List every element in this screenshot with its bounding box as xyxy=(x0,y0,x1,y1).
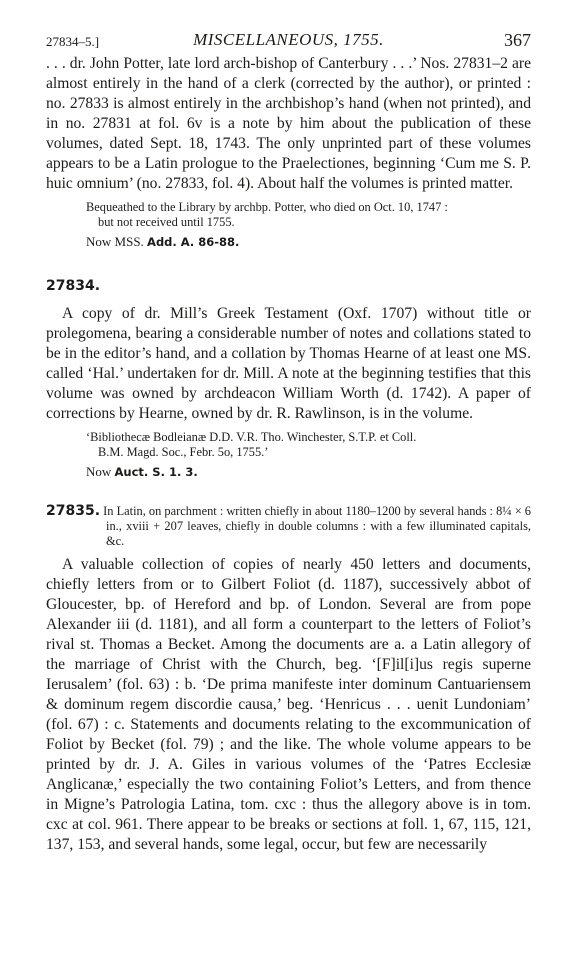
entry-number: 27834. xyxy=(46,278,101,294)
entry-paragraph: A copy of dr. Mill’s Greek Testament (Oxf. 1707) without title or prolegomena, bearing a considerable number of notes and collations stated to be in the editor’s hand, and a collation by Thomas Hearne of at least one MS. called ‘Hal.’ undertaken for dr. Mill. A note at the beginning testifies that this volume was owned by archdeacon William Worth (d. 1742). A paper of corrections by Hearne, owned by dr. R. Rawlinson, is in the volume. xyxy=(46,305,531,422)
page-number: 367 xyxy=(504,30,531,50)
entry-heading xyxy=(46,504,531,549)
continuation-paragraph: . . . dr. John Potter, late lord arch-bishop of Canterbury . . .’ Nos. 27831–2 are almost entirely in the hand of a clerk (corrected by the author), or printed : no. 27833 is almost entirely in the archbishop’s hand (when not printed), and in no. 27831 at fol. 6v is a note by him about the publication of these volumes, dated Sept. 18, 1743. The only unprinted part of these volumes appears to be a Latin prologue to the Praelectiones, beginning ‘Cum me S. P. huic omnium’ (no. 27833, fol. 4). About half the volumes is printed matter. xyxy=(46,55,531,192)
header-title: MISCELLANEOUS, 1755. xyxy=(193,30,384,49)
shelfmark-prefix: Now MSS. xyxy=(86,234,148,249)
shelfmark xyxy=(86,232,531,252)
provenance-note-line: B.M. Magd. Soc., Febr. 5o, 1755.’ xyxy=(98,445,269,459)
shelfmark-value: Auct. S. 1. 3. xyxy=(114,465,198,479)
provenance-note-line: Bequeathed to the Library by archbp. Potter, who died on Oct. 10, 1747 : xyxy=(86,200,448,214)
shelfmark xyxy=(86,462,531,482)
provenance-note xyxy=(86,430,531,460)
provenance-note xyxy=(86,200,531,230)
shelfmark-value: Add. A. 86-88. xyxy=(147,235,240,249)
provenance-note-line: but not received until 1755. xyxy=(98,215,235,229)
provenance-note-line: ‘Bibliothecæ Bodleianæ D.D. V.R. Tho. Winchester, S.T.P. et Coll. xyxy=(86,430,417,444)
shelfmark-prefix: Now xyxy=(86,464,115,479)
header-entry-range: 27834–5.] xyxy=(46,34,100,49)
entry-description: In Latin, on parchment : written chiefly in about 1180–1200 by several hands : 8¼ × 6 in., xviii + 207 leaves, chiefly in double columns : with a few illuminated capitals, &c. xyxy=(103,504,531,548)
entry-number: 27835. xyxy=(46,503,101,519)
running-header xyxy=(46,30,531,54)
catalogue-page xyxy=(46,30,531,855)
entry-paragraph: A valuable collection of copies of nearly 450 letters and documents, chiefly letters from or to Gilbert Foliot (d. 1187), successively abbot of Gloucester, bp. of Hereford and bp. of London. Several are from pope Alexander iii (d. 1181), and all form a counterpart to the letters of Foliot’s rival st. Thomas a Becket. Among the documents are a. a Latin allegory of the marriage of Christ with the Church, beg. ‘[F]il[i]us regis superne Ierusalem’ (fol. 63) : b. ‘De prima manifeste inter dominum Cantuariensem & dominum regem discordie causa,’ beg. ‘Henricus . . . uenit Lundoniam’ (fol. 67) : c. Statements and documents relating to the excommunication of Foliot by Becket (fol. 79) ; and the like. The whole volume appears to be printed by dr. J. A. Giles in various volumes of the ‘Patres Ecclesiæ Anglicanæ,’ especially the two containing Foliot’s Letters, and from thence in Migne’s Patrologia Latina, tom. cxc : thus the allegory above is in tom. cxc at col. 961. There appear to be breaks or sections at foll. 1, 67, 115, 121, 137, 153, and several hands, some legal, occur, but few are necessarily xyxy=(46,556,531,853)
page-body xyxy=(46,54,531,855)
